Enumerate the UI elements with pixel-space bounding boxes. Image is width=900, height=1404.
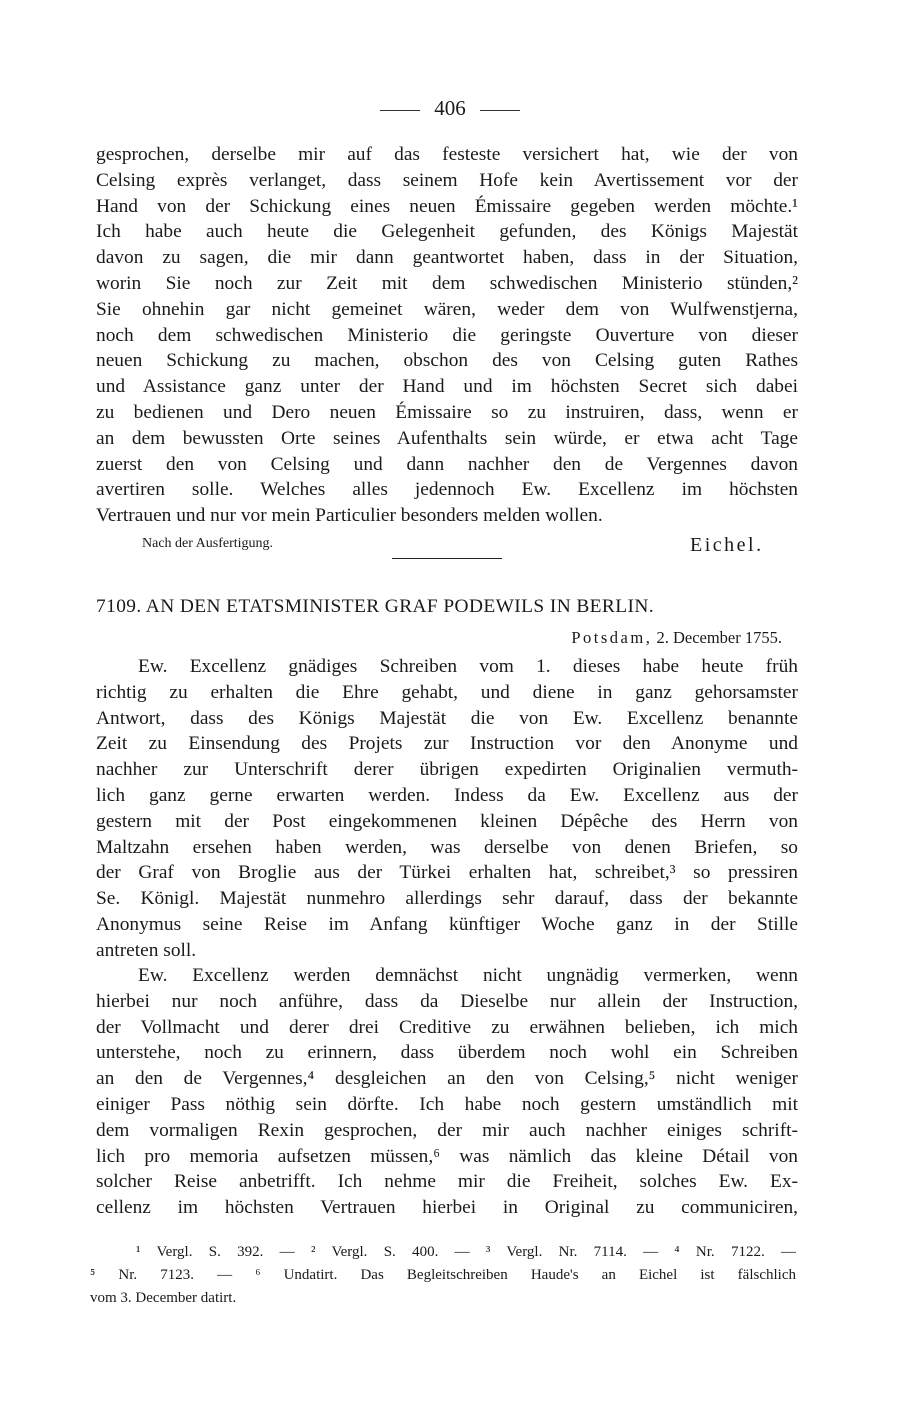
section-divider: [392, 558, 502, 559]
footnotes: [90, 1241, 796, 1310]
page-number-text: 406: [434, 96, 466, 120]
text-line: Antwort, dass des Königs Majestät die von Ew. Excellenz benannte: [96, 707, 798, 729]
text-line: zuerst den von Celsing und dann nachher den de Vergennes davon: [96, 453, 798, 475]
text-line: antreten soll.: [96, 939, 197, 961]
text-line: an dem bewussten Orte seines Aufenthalts sein würde, er etwa acht Tage: [96, 427, 798, 449]
footnote-line: ¹ Vergl. S. 392. — ² Vergl. S. 400. — ³ Vergl. Nr. 7114. — ⁴ Nr. 7122. —: [136, 1244, 796, 1260]
text-line: Zeit zu Einsendung des Projets zur Instruction vor den Anonyme und: [96, 733, 798, 755]
page-number-dash-right: [480, 110, 520, 111]
letter-paragraph-1: [96, 654, 798, 964]
text-line: an den de Vergennes,⁴ desgleichen an den von Celsing,⁵ nicht weniger: [96, 1068, 798, 1090]
text-line: nachher zur Unterschrift derer übrigen expedirten Originalien vermuth-: [96, 759, 798, 781]
text-line: Celsing exprès verlanget, dass seinem Hofe kein Avertissement vor der: [96, 169, 798, 191]
text-line: der Graf von Broglie aus der Türkei erhalten hat, schreibet,³ so pressiren: [96, 862, 798, 884]
page-number-dash-left: [380, 110, 420, 111]
text-line: einiger Pass nöthig sein dörfte. Ich habe noch gestern umständlich mit: [96, 1093, 798, 1115]
text-line: Ew. Excellenz gnädiges Schreiben vom 1. dieses habe heute früh: [138, 656, 798, 677]
source-note: Nach der Ausfertigung.: [142, 536, 274, 551]
text-line: Ich habe auch heute die Gelegenheit gefunden, des Königs Majestät: [96, 221, 798, 243]
footnote-line: ⁵ Nr. 7123. — ⁶ Undatirt. Das Begleitschreiben Haude's an Eichel ist fälschlich: [90, 1267, 796, 1283]
text-line: und Assistance ganz unter der Hand und im höchsten Secret sich dabei: [96, 376, 798, 398]
text-line: worin Sie noch zur Zeit mit dem schwedischen Ministerio stünden,²: [96, 272, 798, 294]
text-line: gesprochen, derselbe mir auf das festeste versichert hat, wie der von: [96, 144, 798, 165]
text-line: solcher Reise anbetrifft. Ich nehme mir die Freiheit, solches Ew. Ex-: [96, 1171, 798, 1193]
text-line: Sie ohnehin gar nicht gemeinet wären, weder dem von Wulfwenstjerna,: [96, 298, 798, 320]
text-line: avertiren solle. Welches alles jedennoch Ew. Excellenz im höchsten: [96, 479, 798, 501]
letter-heading: 7109. AN DEN ETATSMINISTER GRAF PODEWILS IN BERLIN.: [96, 596, 655, 617]
footnote-line: vom 3. December datirt.: [90, 1290, 237, 1306]
letter-date: 2. December 1755.: [656, 628, 782, 647]
text-line: unterstehe, noch zu erinnern, dass überdem noch wohl ein Schreiben: [96, 1042, 798, 1064]
text-line: zu bedienen und Dero neuen Émissaire so zu instruiren, dass, wenn er: [96, 401, 798, 423]
text-line: Hand von der Schickung eines neuen Émissaire gegeben werden möchte.¹: [96, 195, 798, 217]
text-line: noch dem schwedischen Ministerio die geringste Ouverture von dieser: [96, 324, 798, 346]
text-line: lich ganz gerne erwarten werden. Indess da Ew. Excellenz aus der: [96, 784, 798, 806]
letter-dateline: [571, 628, 782, 648]
text-line: richtig zu erhalten die Ehre gehabt, und diene in ganz gehorsamster: [96, 681, 798, 703]
text-line: Ew. Excellenz werden demnächst nicht ungnädig vermerken, wenn: [138, 965, 798, 986]
signature: Eichel.: [690, 534, 764, 556]
letter-place: Potsdam,: [571, 628, 653, 647]
text-line: Maltzahn ersehen haben werden, was derselbe von denen Briefen, so: [96, 836, 798, 858]
text-line: der Vollmacht und derer drei Creditive zu erwähnen belieben, ich mich: [96, 1016, 798, 1038]
text-line: cellenz im höchsten Vertrauen hierbei in Original zu communiciren,: [96, 1197, 798, 1219]
text-line: lich pro memoria aufsetzen müssen,⁶ was nämlich das kleine Détail von: [96, 1145, 798, 1167]
page-number: [0, 96, 900, 121]
text-line: gestern mit der Post eingekommenen kleinen Dépêche des Herrn von: [96, 810, 798, 832]
text-line: hierbei nur noch anführe, dass da Dieselbe nur allein der Instruction,: [96, 990, 798, 1012]
text-line: neuen Schickung zu machen, obschon des von Celsing guten Rathes: [96, 350, 798, 372]
text-line: davon zu sagen, die mir dann geantwortet haben, dass in der Situation,: [96, 247, 798, 269]
text-line: Vertrauen und nur vor mein Particulier besonders melden wollen.: [96, 505, 603, 527]
letter-paragraph-2: [96, 963, 798, 1221]
letter-end-text: [96, 142, 798, 529]
text-line: dem vormaligen Rexin gesprochen, der mir auch nachher einiges schrift-: [96, 1119, 798, 1141]
text-line: Anonymus seine Reise im Anfang künftiger Woche ganz in der Stille: [96, 913, 798, 935]
text-line: Se. Königl. Majestät nunmehro allerdings sehr darauf, dass der bekannte: [96, 888, 798, 910]
